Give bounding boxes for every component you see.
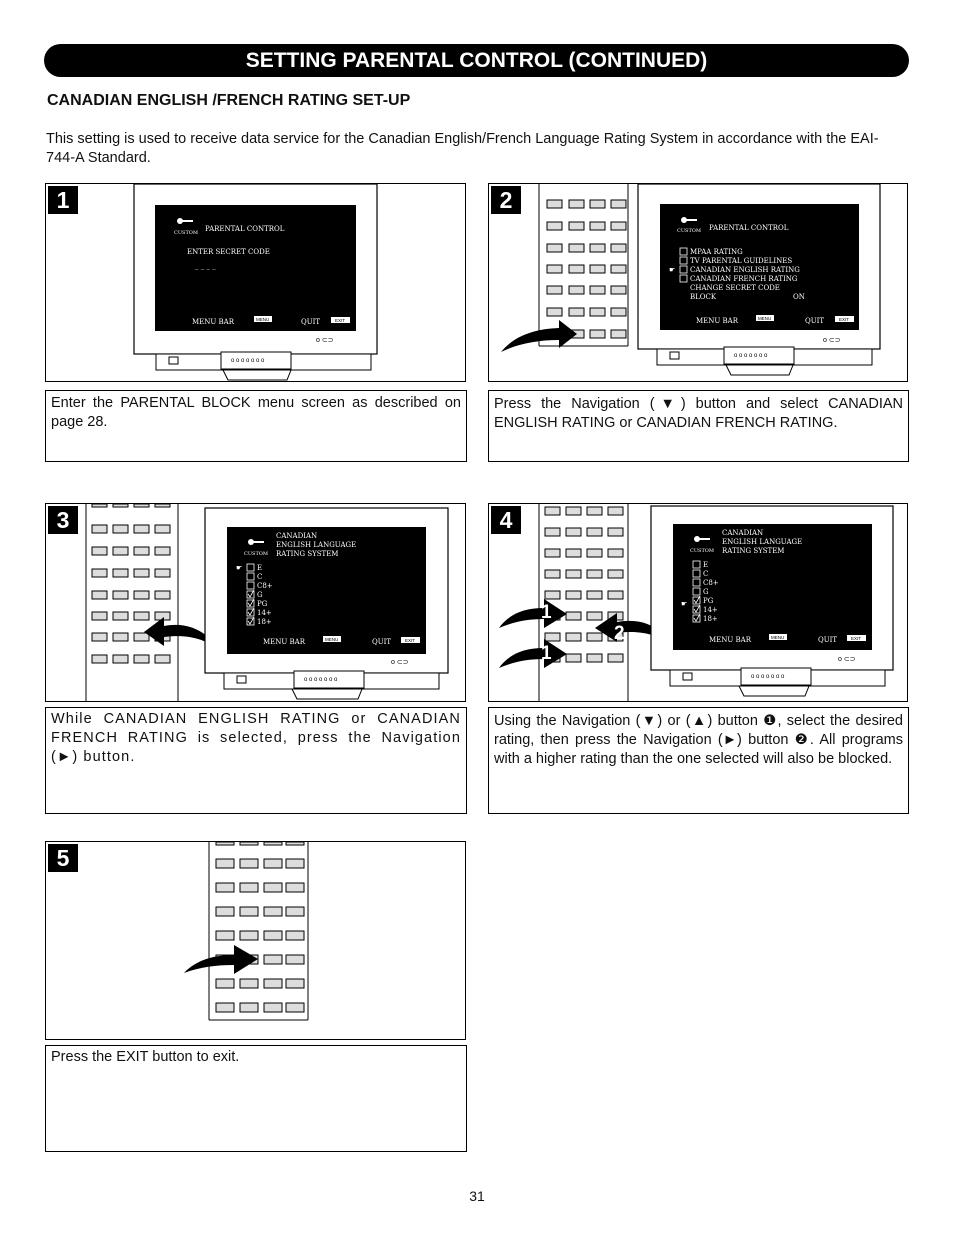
osd-option: CHANGE SECRET CODE [690,284,780,292]
section-heading: CANADIAN ENGLISH /FRENCH RATING SET-UP [47,92,411,109]
svg-text:o ⊂⊃: o ⊂⊃ [838,656,856,663]
svg-text:CUSTOM: CUSTOM [690,548,715,554]
svg-text:18+: 18+ [257,618,272,626]
svg-text:ENGLISH LANGUAGE: ENGLISH LANGUAGE [276,541,357,549]
svg-text:E: E [703,561,709,569]
svg-text:EXIT: EXIT [405,638,416,643]
svg-text:MENU BAR: MENU BAR [696,317,738,325]
svg-text:C: C [257,573,263,581]
osd-menu-key: MENU [256,317,270,322]
osd-option: CANADIAN FRENCH RATING [690,275,798,283]
svg-text:C8+: C8+ [257,582,273,590]
svg-text:EXIT: EXIT [839,317,850,322]
step-badge: 2 [491,186,521,214]
step-1-text: Enter the PARENTAL BLOCK menu screen as described on page 28. [45,390,467,462]
svg-text:MENU: MENU [758,316,772,321]
step-2-illustration [488,183,908,382]
step-badge: 3 [48,506,78,534]
osd-code-mask: _ _ _ _ [195,262,216,270]
svg-text:RATING SYSTEM: RATING SYSTEM [722,547,785,555]
svg-text:QUIT: QUIT [372,638,392,646]
page-title: SETTING PARENTAL CONTROL (CONTINUED) [44,44,909,77]
svg-text:CANADIAN: CANADIAN [722,529,764,537]
svg-text:14+: 14+ [257,609,272,617]
svg-text:MENU BAR: MENU BAR [263,638,305,646]
svg-text:C8+: C8+ [703,579,719,587]
osd-enter-code: ENTER SECRET CODE [187,248,270,256]
svg-text:o o o o o o o: o o o o o o o [734,353,768,359]
step-badge: 1 [48,186,78,214]
step-badge: 4 [491,506,521,534]
arrow-label: 2 [614,623,625,644]
step-badge: 5 [48,844,78,872]
svg-text:QUIT: QUIT [818,636,838,644]
svg-text:o ⊂⊃: o ⊂⊃ [316,337,334,344]
svg-text:MENU BAR: MENU BAR [709,636,751,644]
osd-option: MPAA RATING [690,248,743,256]
svg-text:o ⊂⊃: o ⊂⊃ [391,659,409,666]
osd-custom: CUSTOM [174,230,199,236]
svg-text:o ⊂⊃: o ⊂⊃ [823,337,841,344]
press-arrow-down [499,639,567,668]
svg-text:QUIT: QUIT [805,317,825,325]
step-3-illustration [45,503,466,702]
step-5-illustration [45,841,466,1040]
remote-tv-illustration [489,184,907,381]
svg-text:CUSTOM: CUSTOM [244,551,269,557]
remote-illustration [46,842,465,1039]
remote-tv-illustration [489,504,907,701]
svg-text:G: G [257,591,263,599]
svg-text:ENGLISH LANGUAGE: ENGLISH LANGUAGE [722,538,803,546]
step-2-text: Press the Navigation (▼) button and select CANADIAN ENGLISH RATING or CANADIAN FRENCH RATING. [488,390,909,462]
tv-button-row: o o o o o o o [231,358,265,364]
svg-text:MENU: MENU [771,635,785,640]
step-4-text: Using the Navigation (▼) or (▲) button ❶, select the desired rating, then press the Navigation (►) button ❷. All programs with a higher rating than the one selected will also be blocked. [488,707,909,814]
svg-text:E: E [257,564,263,572]
step-3-text: While CANADIAN ENGLISH RATING or CANADIAN FRENCH RATING is selected, press the Navigation (►) button. [45,707,467,814]
osd-option: BLOCK [690,293,717,301]
svg-text:o o o o o o o: o o o o o o o [751,674,785,680]
svg-text:PG: PG [703,597,714,605]
osd-exit-key: EXIT [335,318,346,323]
pointer-icon: ☛ [681,601,688,608]
step-5-text: Press the EXIT button to exit. [45,1045,467,1152]
arrow-label: 1 [541,602,552,623]
pointer-icon: ☛ [236,565,243,572]
svg-text:RATING SYSTEM: RATING SYSTEM [276,550,339,558]
svg-text:PARENTAL CONTROL: PARENTAL CONTROL [709,224,789,232]
step-4-illustration [488,503,908,702]
svg-text:o o o o o o o: o o o o o o o [304,677,338,683]
step-1-illustration [45,183,466,382]
pointer-icon: ☛ [669,267,676,274]
page-number: 31 [469,1188,485,1204]
osd-option: TV PARENTAL GUIDELINES [690,257,793,265]
svg-text:EXIT: EXIT [851,636,862,641]
osd-block-value: ON [793,293,805,301]
osd-option-selected: CANADIAN ENGLISH RATING [690,266,800,274]
osd-quit: QUIT [301,318,321,326]
osd-heading: PARENTAL CONTROL [205,225,285,233]
svg-text:MENU: MENU [325,637,339,642]
press-arrow-up [499,599,567,628]
svg-text:CUSTOM: CUSTOM [677,228,702,234]
remote-tv-illustration [46,504,465,701]
intro-paragraph: This setting is used to receive data service for the Canadian English/French Language Rating System in accordance with the EAI-744-A Standard. [46,131,879,166]
press-arrow [184,945,258,974]
svg-text:18+: 18+ [703,615,718,623]
svg-text:14+: 14+ [703,606,718,614]
tv-illustration [46,184,465,381]
arrow-label: 1 [541,643,552,664]
remote-keypad [547,200,626,338]
osd-menu-bar: MENU BAR [192,318,234,326]
svg-text:G: G [703,588,709,596]
svg-text:PG: PG [257,600,268,608]
svg-text:CANADIAN: CANADIAN [276,532,318,540]
svg-text:C: C [703,570,709,578]
